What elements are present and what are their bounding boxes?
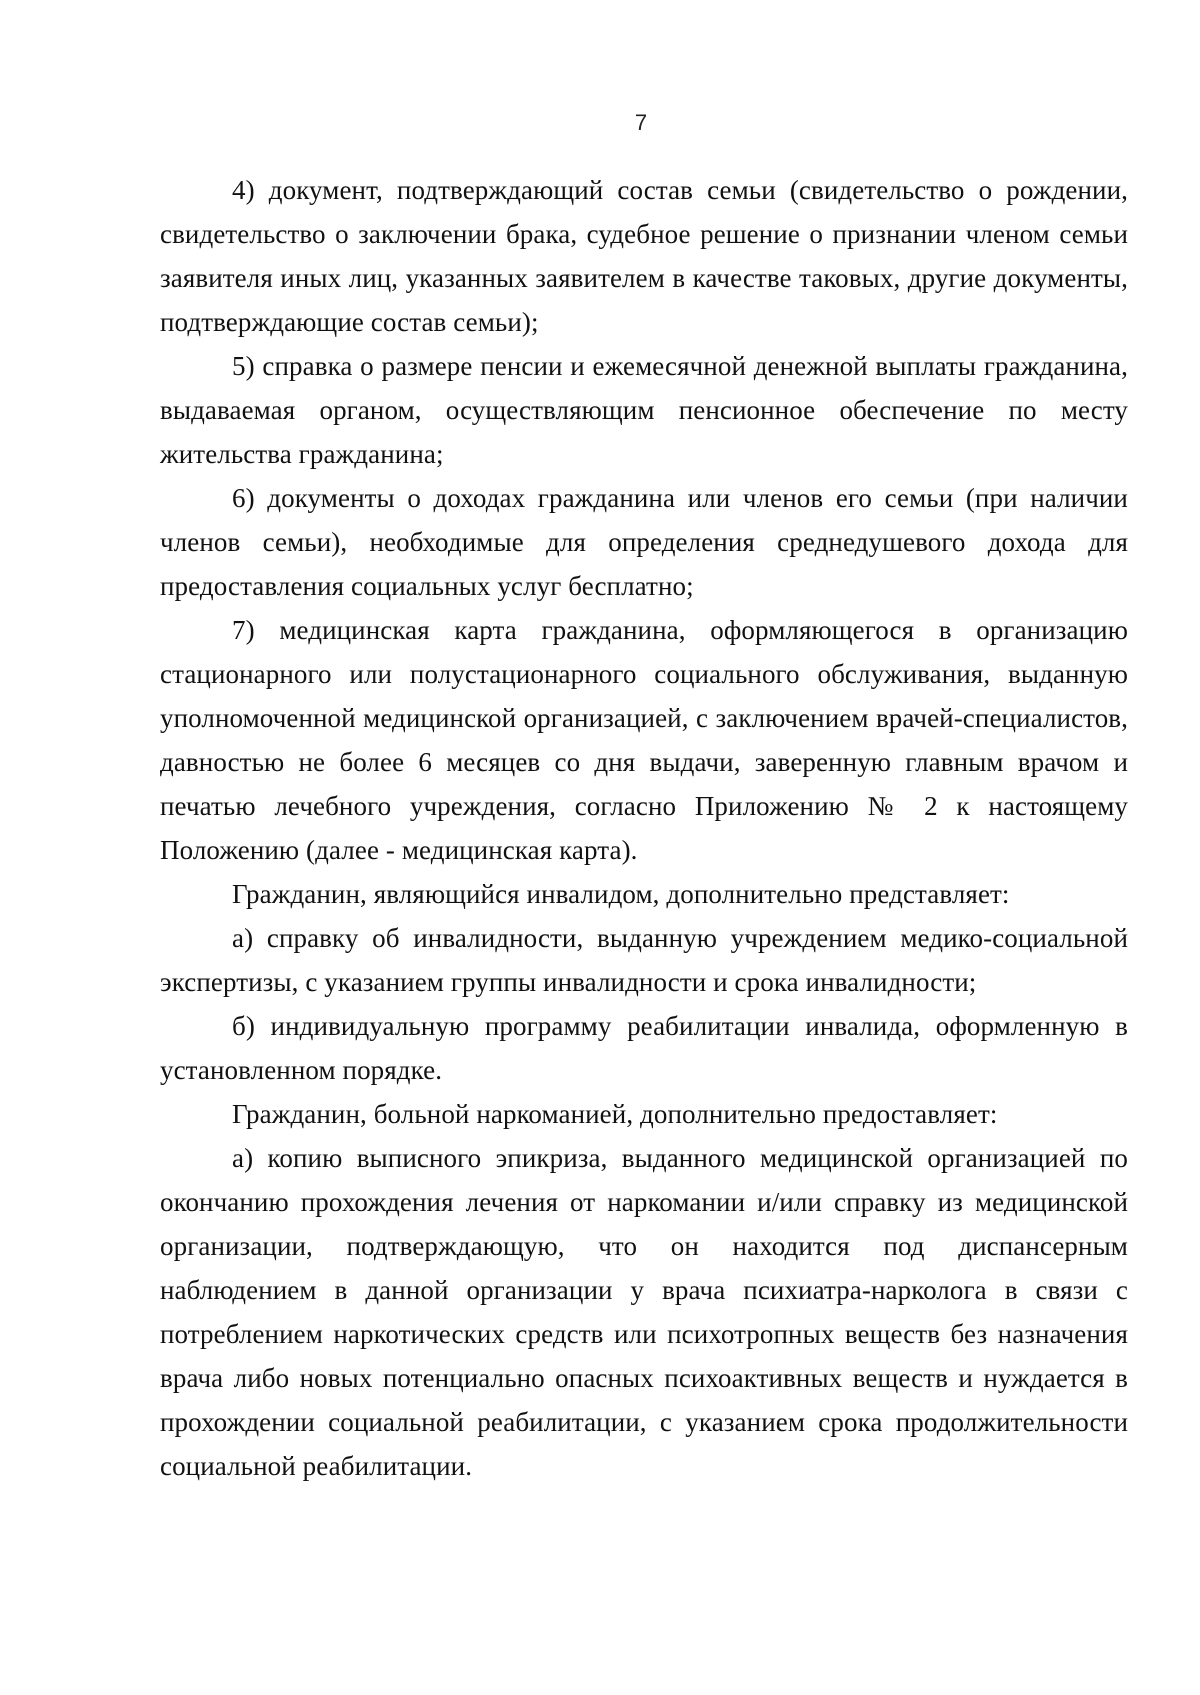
paragraph-item-7-medical-card: 7) медицинская карта гражданина, оформляющегося в организацию стационарного или полустационарного социального обслуживания, выданную уполномоченной медицинской организацией, с заключением врачей-специалистов, давностью не более 6 месяцев со дня выдачи, заверенную главным врачом и печатью лечебного учреждения, согласно Приложению № 2 к настоящему Положению (далее - медицинская карта).	[160, 615, 1128, 865]
paragraph-item-6-income-documents: 6) документы о доходах гражданина или членов его семьи (при наличии членов семьи), необходимые для определения среднедушевого дохода для предоставления социальных услуг бесплатно;	[160, 483, 1128, 601]
page-number: 7	[634, 110, 648, 135]
paragraph-rehabilitation-program: б) индивидуальную программу реабилитации инвалида, оформленную в установленном порядке.	[160, 1011, 1128, 1085]
paragraph-discharge-summary: а) копию выписного эпикриза, выданного медицинской организацией по окончанию прохождения лечения от наркомании и/или справку из медицинской организации, подтверждающую, что он находится под диспансерным наблюдением в данной организации у врача психиатра-нарколога в связи с потреблением наркотических средств или психотропных веществ без назначения врача либо новых потенциально опасных психоактивных веществ и нуждается в прохождении социальной реабилитации, с указанием срока продолжительности социальной реабилитации.	[160, 1143, 1128, 1481]
document-body	[160, 168, 1128, 1488]
paragraph-drug-addiction-intro: Гражданин, больной наркоманией, дополнительно предоставляет:	[232, 1099, 998, 1129]
paragraph-item-5-pension-certificate: 5) справка о размере пенсии и ежемесячной денежной выплаты гражданина, выдаваемая органом, осуществляющим пенсионное обеспечение по месту жительства гражданина;	[160, 351, 1128, 469]
paragraph-disability-certificate: а) справку об инвалидности, выданную учреждением медико-социальной экспертизы, с указанием группы инвалидности и срока инвалидности;	[160, 923, 1128, 997]
paragraph-item-4-family-documents: 4) документ, подтверждающий состав семьи (свидетельство о рождении, свидетельство о заключении брака, судебное решение о признании членом семьи заявителя иных лиц, указанных заявителем в качестве таковых, другие документы, подтверждающие состав семьи);	[160, 175, 1128, 337]
paragraph-disabled-citizen-intro: Гражданин, являющийся инвалидом, дополнительно представляет:	[232, 879, 1010, 909]
